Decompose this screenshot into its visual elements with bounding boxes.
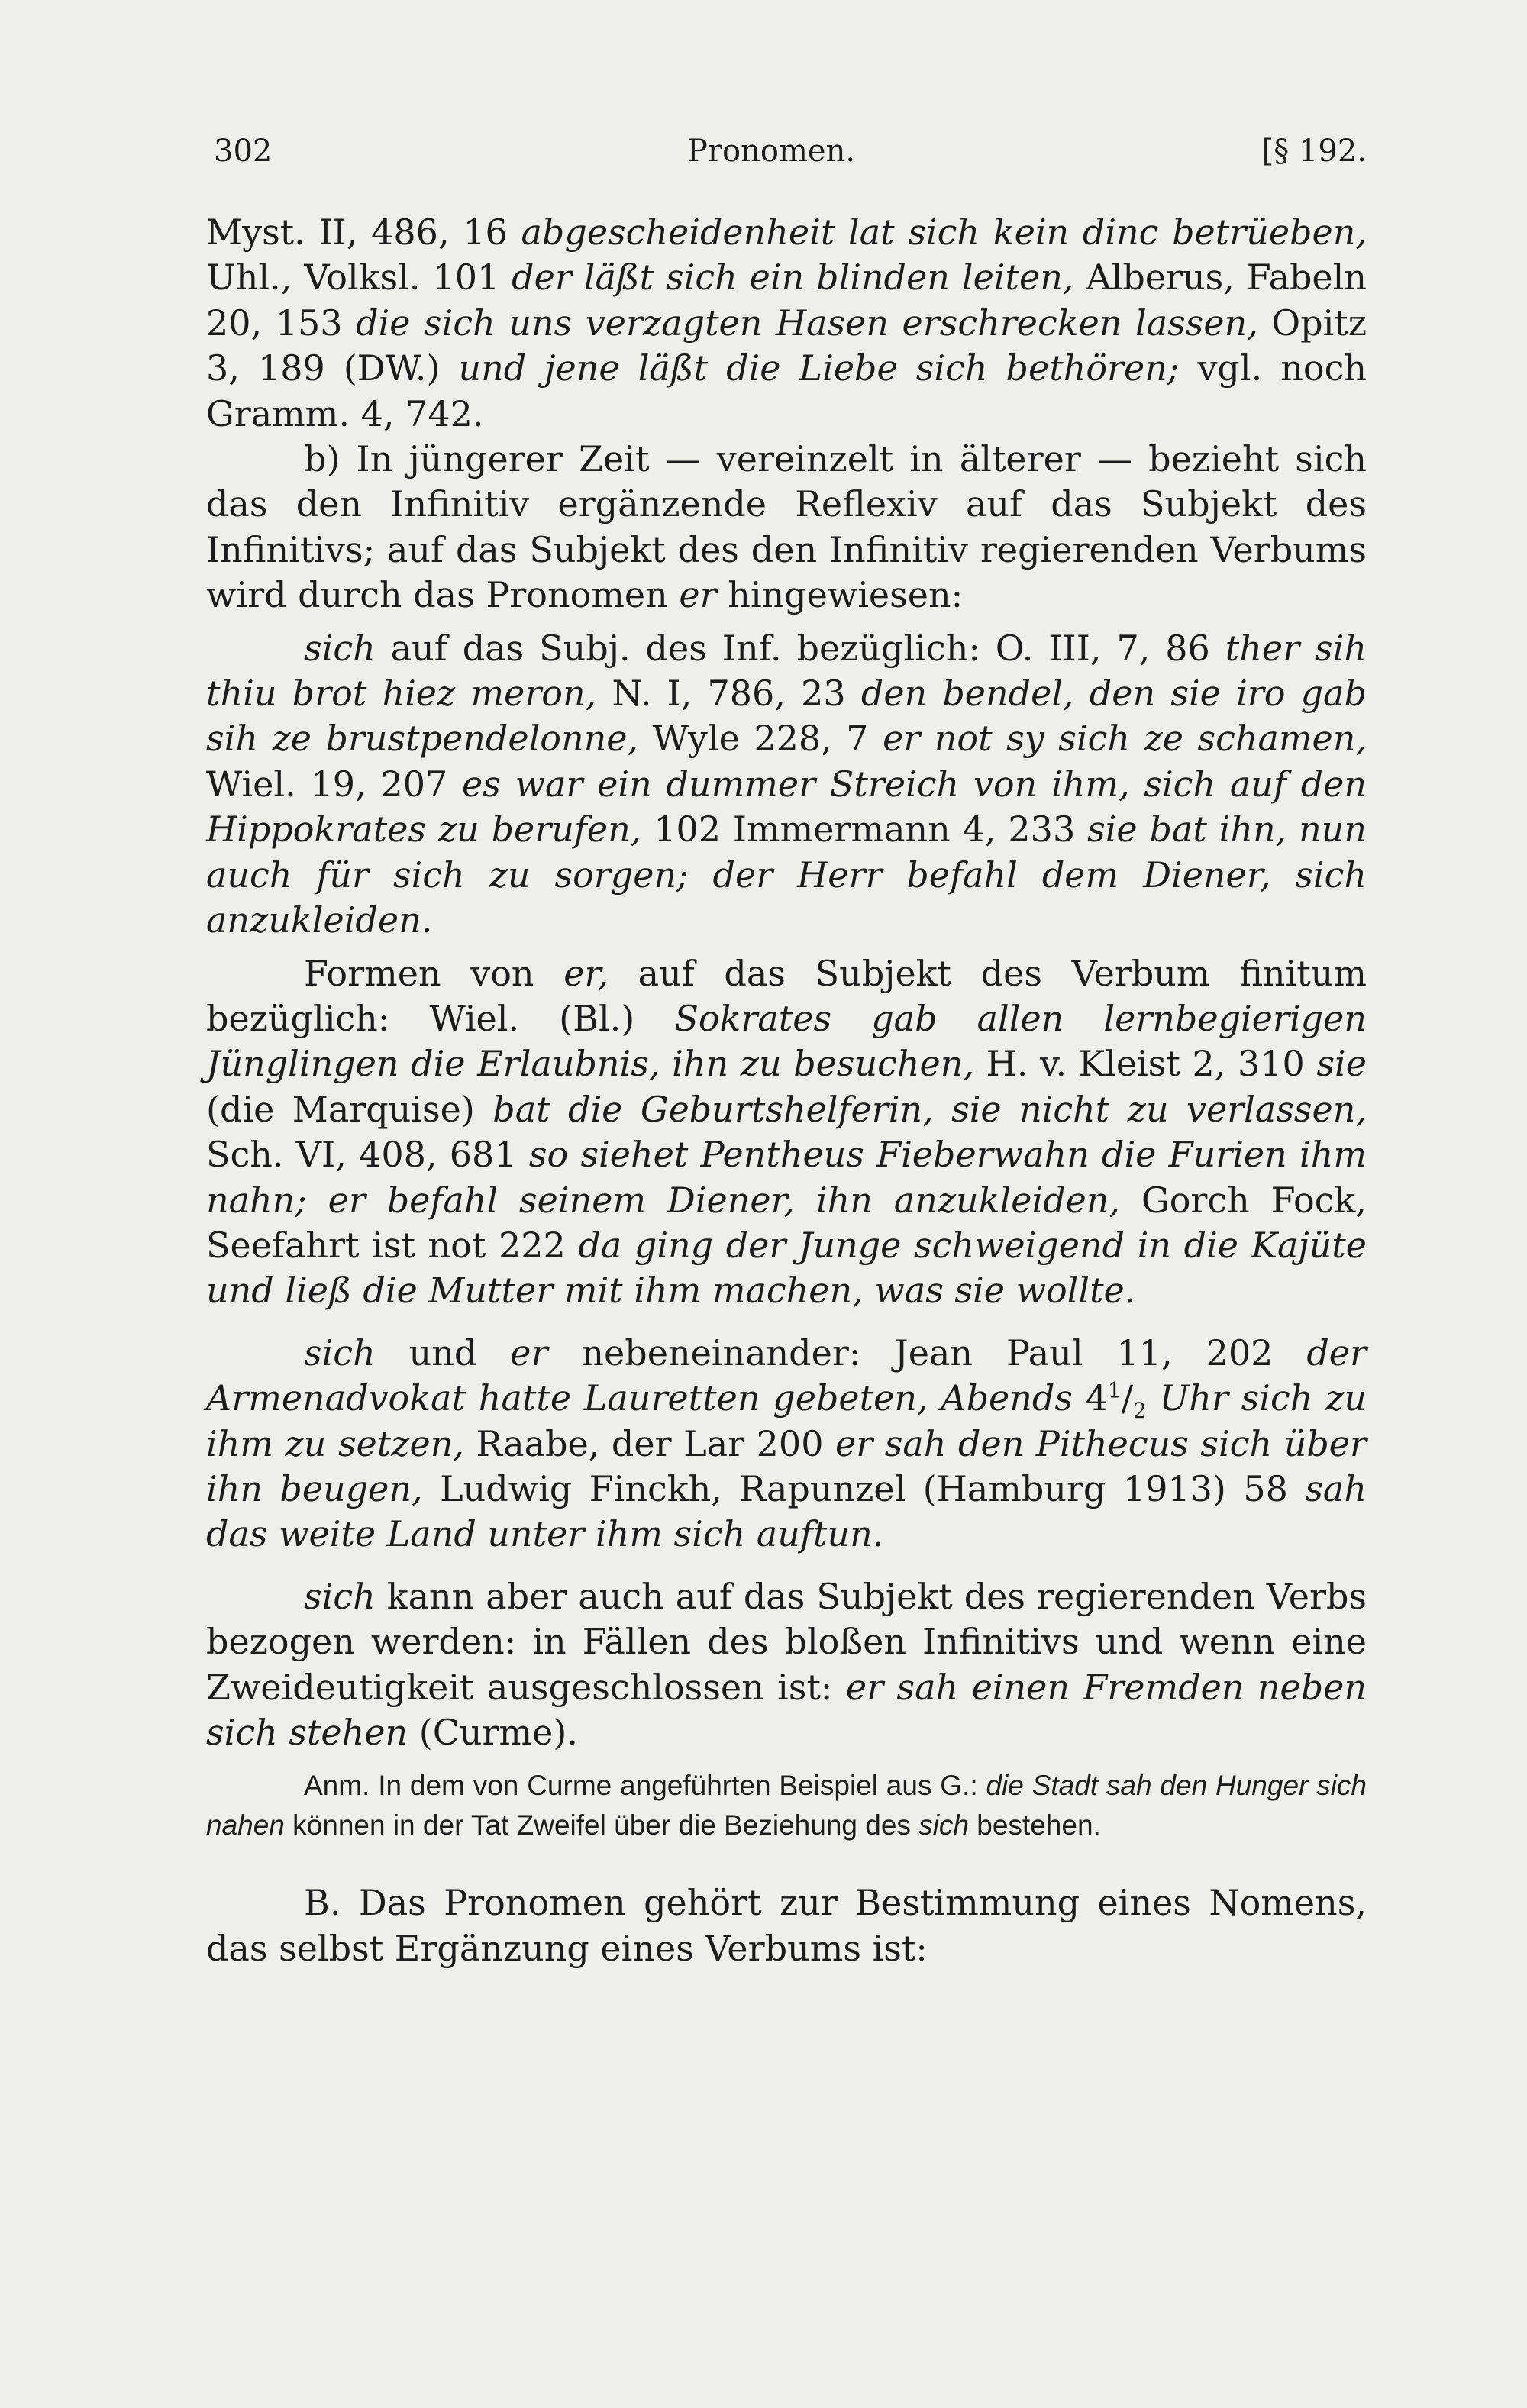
paragraph: [206, 951, 1367, 1314]
paragraph: [206, 626, 1367, 944]
italic-text: sich: [304, 627, 376, 669]
paragraph: [206, 1331, 1367, 1557]
italic-text: sah das weite Land unter ihm sich auftun.: [206, 1467, 1367, 1555]
italic-text: abgescheidenheit lat sich kein dinc betrüeben,: [521, 211, 1367, 253]
italic-text: er not sy sich ze schamen,: [883, 718, 1367, 760]
italic-text: er sah den Pithecus sich über ihn beugen,: [206, 1422, 1367, 1509]
text-segment: 1: [1108, 1377, 1122, 1403]
italic-text: und jene läßt die Liebe sich bethören;: [458, 347, 1180, 389]
text-segment: bestehen.: [969, 1809, 1101, 1842]
italic-text: Uhr sich zu ihm zu setzen,: [206, 1377, 1367, 1464]
text-segment: (Curme).: [408, 1712, 578, 1753]
text-segment: Alberus, Fabeln 20, 153: [206, 257, 1367, 344]
italic-text: er: [679, 574, 717, 616]
italic-text: Sokrates gab allen lernbegierigen Jünglingen die Erlaubnis, ihn zu besuchen,: [206, 997, 1367, 1085]
text-segment: Myst. II, 486, 16: [206, 211, 521, 253]
paragraph: [206, 1574, 1367, 1756]
text-segment: Sch. VI, 408, 681: [206, 1134, 529, 1176]
page-number: 302: [214, 134, 273, 169]
text-segment: (die Marquise): [206, 1088, 493, 1130]
italic-text: der läßt sich ein blinden leiten,: [512, 257, 1074, 299]
text-segment: 102 Immermann 4, 233: [641, 809, 1088, 851]
text-segment: B. Das Pronomen gehört zur Bestimmung eines Nomens, das selbst Ergänzung eines Verbums ist:: [206, 1882, 1367, 1969]
italic-text: es war ein dummer Streich von ihm, sich auf den Hippokrates zu berufen,: [206, 763, 1367, 851]
text-segment: H. v. Kleist 2, 310: [973, 1043, 1317, 1085]
text-segment: b) In jüngerer Zeit — vereinzelt in älterer — bezieht sich das den Infinitiv ergänzende Reflexiv auf das Subjekt des Infinitivs; auf das Subjekt des den Infinitiv regierenden Verbums wird durch das Pronomen: [206, 438, 1367, 616]
body-text: [206, 210, 1367, 1971]
text-segment: Opitz 3, 189 (DW.): [206, 302, 1367, 389]
italic-text: sie: [1316, 1043, 1367, 1085]
text-segment: hingewiesen:: [716, 574, 964, 616]
italic-text: er: [510, 1332, 548, 1373]
italic-text: sich: [304, 1332, 376, 1373]
italic-text: ther sih thiu brot hiez meron,: [206, 627, 1367, 715]
text-segment: /: [1121, 1377, 1134, 1419]
text-segment: auf das Subjekt des Verbum finitum bezüglich: Wiel. (Bl.): [206, 952, 1367, 1039]
italic-text: er sah einen Fremden neben sich stehen: [206, 1666, 1367, 1753]
running-title: Pronomen.: [687, 134, 856, 169]
italic-text: so siehet Pentheus Fieberwahn die Furien ihm nahn; er befahl seinem Diener, ihn anzukleiden,: [206, 1134, 1367, 1221]
italic-text: der Armenadvokat hatte Lauretten gebeten, Abends: [206, 1332, 1367, 1419]
running-header: [214, 128, 1367, 174]
text-segment: 2: [1133, 1398, 1147, 1424]
text-segment: Uhl., Volksl. 101: [206, 257, 512, 299]
italic-text: sie bat ihn, nun auch für sich zu sorgen; der Herr befahl dem Diener, sich anzukleiden.: [206, 809, 1367, 941]
italic-text: den bendel, den sie iro gab sih ze brustpendelonne,: [206, 673, 1367, 760]
text-segment: und: [375, 1332, 511, 1373]
text-segment: Wiel. 19, 207: [206, 763, 463, 805]
text-segment: können in der Tat Zweifel über die Beziehung des: [284, 1809, 919, 1842]
text-segment: N. I, 786, 23: [596, 673, 861, 715]
text-segment: [1147, 1377, 1160, 1419]
italic-text: sich: [304, 1575, 376, 1617]
text-segment: Anm. In dem von Curme angeführten Beispiel aus G.:: [304, 1770, 986, 1802]
text-segment: nebeneinander: Jean Paul 11, 202: [547, 1332, 1307, 1373]
paragraph: [206, 210, 1367, 437]
text-segment: Wyle 228, 7: [638, 718, 883, 760]
text-segment: auf das Subj. des Inf. bezüglich: O. III, 7, 86: [375, 627, 1225, 669]
italic-text: sich: [918, 1809, 969, 1842]
paragraph: [206, 437, 1367, 618]
text-segment: Gorch Fock, Seefahrt ist not 222: [206, 1179, 1367, 1266]
italic-text: die sich uns verzagten Hasen erschrecken lassen,: [356, 302, 1258, 344]
text-segment: 4: [1072, 1377, 1109, 1419]
section-number: [§ 192.: [1261, 134, 1367, 169]
italic-text: er,: [563, 952, 609, 994]
italic-text: da ging der Junge schweigend in die Kajüte und ließ die Mutter mit ihm machen, was sie wollte.: [206, 1224, 1367, 1312]
text-segment: Raabe, der Lar 200: [463, 1422, 836, 1464]
footnote-remark: [206, 1766, 1367, 1845]
italic-text: bat die Geburtshelferin, sie nicht zu verlassen,: [492, 1088, 1367, 1130]
text-segment: vgl. noch Gramm. 4, 742.: [206, 347, 1367, 434]
section-heading-b: [206, 1880, 1367, 1971]
text-segment: kann aber auch auf das Subjekt des regierenden Verbs bezogen werden: in Fällen des bloßen Infinitivs und wenn eine Zweideutigkeit ausgeschlossen ist:: [206, 1575, 1367, 1708]
text-segment: Ludwig Finckh, Rapunzel (Hamburg 1913) 58: [422, 1467, 1306, 1509]
text-segment: Formen von: [304, 952, 564, 994]
italic-text: die Stadt sah den Hunger sich nahen: [206, 1770, 1367, 1842]
